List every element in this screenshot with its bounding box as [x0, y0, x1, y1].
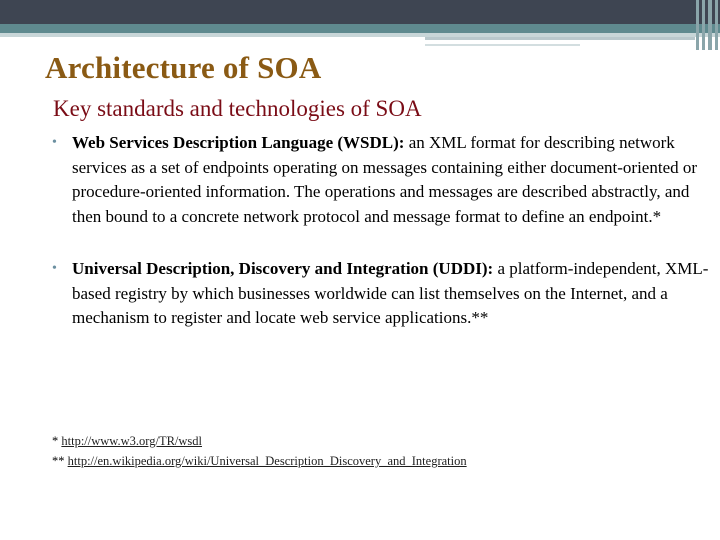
header-stripe: [425, 37, 695, 40]
bullet-item-uddi: [50, 257, 715, 331]
header-stripe: [425, 44, 580, 46]
bullet-list: [50, 131, 715, 331]
reference-link-uddi[interactable]: http://en.wikipedia.org/wiki/Universal_Description_Discovery_and_Integration: [67, 454, 467, 468]
bullet-term: Universal Description, Discovery and Integration (UDDI):: [72, 259, 494, 278]
reference-marker: **: [52, 454, 68, 468]
header-edge-bars: [694, 0, 720, 50]
reference-link-wsdl[interactable]: http://www.w3.org/TR/wsdl: [61, 434, 203, 448]
header-band-dark: [0, 0, 720, 24]
reference-marker: *: [52, 434, 62, 448]
header-band-teal: [0, 24, 720, 33]
bullet-term: Web Services Description Language (WSDL):: [72, 133, 405, 152]
reference-item: [52, 451, 467, 471]
bullet-text: a platform-independent, XML-based registry by which businesses worldwide can list themselves on the Internet, and a mechanism to register and locate web service applications.**: [72, 259, 709, 327]
bullet-item-wsdl: [50, 131, 715, 229]
bullet-text: an XML format for describing network services as a set of endpoints operating on messages containing either document-oriented or procedure-oriented information. The operations and messages are described abstractly, and then bound to a concrete network protocol and message format to define an endpoint.*: [72, 133, 698, 226]
bullet-dot-icon: •: [52, 135, 57, 150]
references: [52, 431, 467, 471]
slide-subtitle: Key standards and technologies of SOA: [53, 96, 422, 121]
slide-title: Architecture of SOA: [45, 50, 322, 85]
reference-item: [52, 431, 467, 451]
bullet-dot-icon: •: [52, 261, 57, 276]
